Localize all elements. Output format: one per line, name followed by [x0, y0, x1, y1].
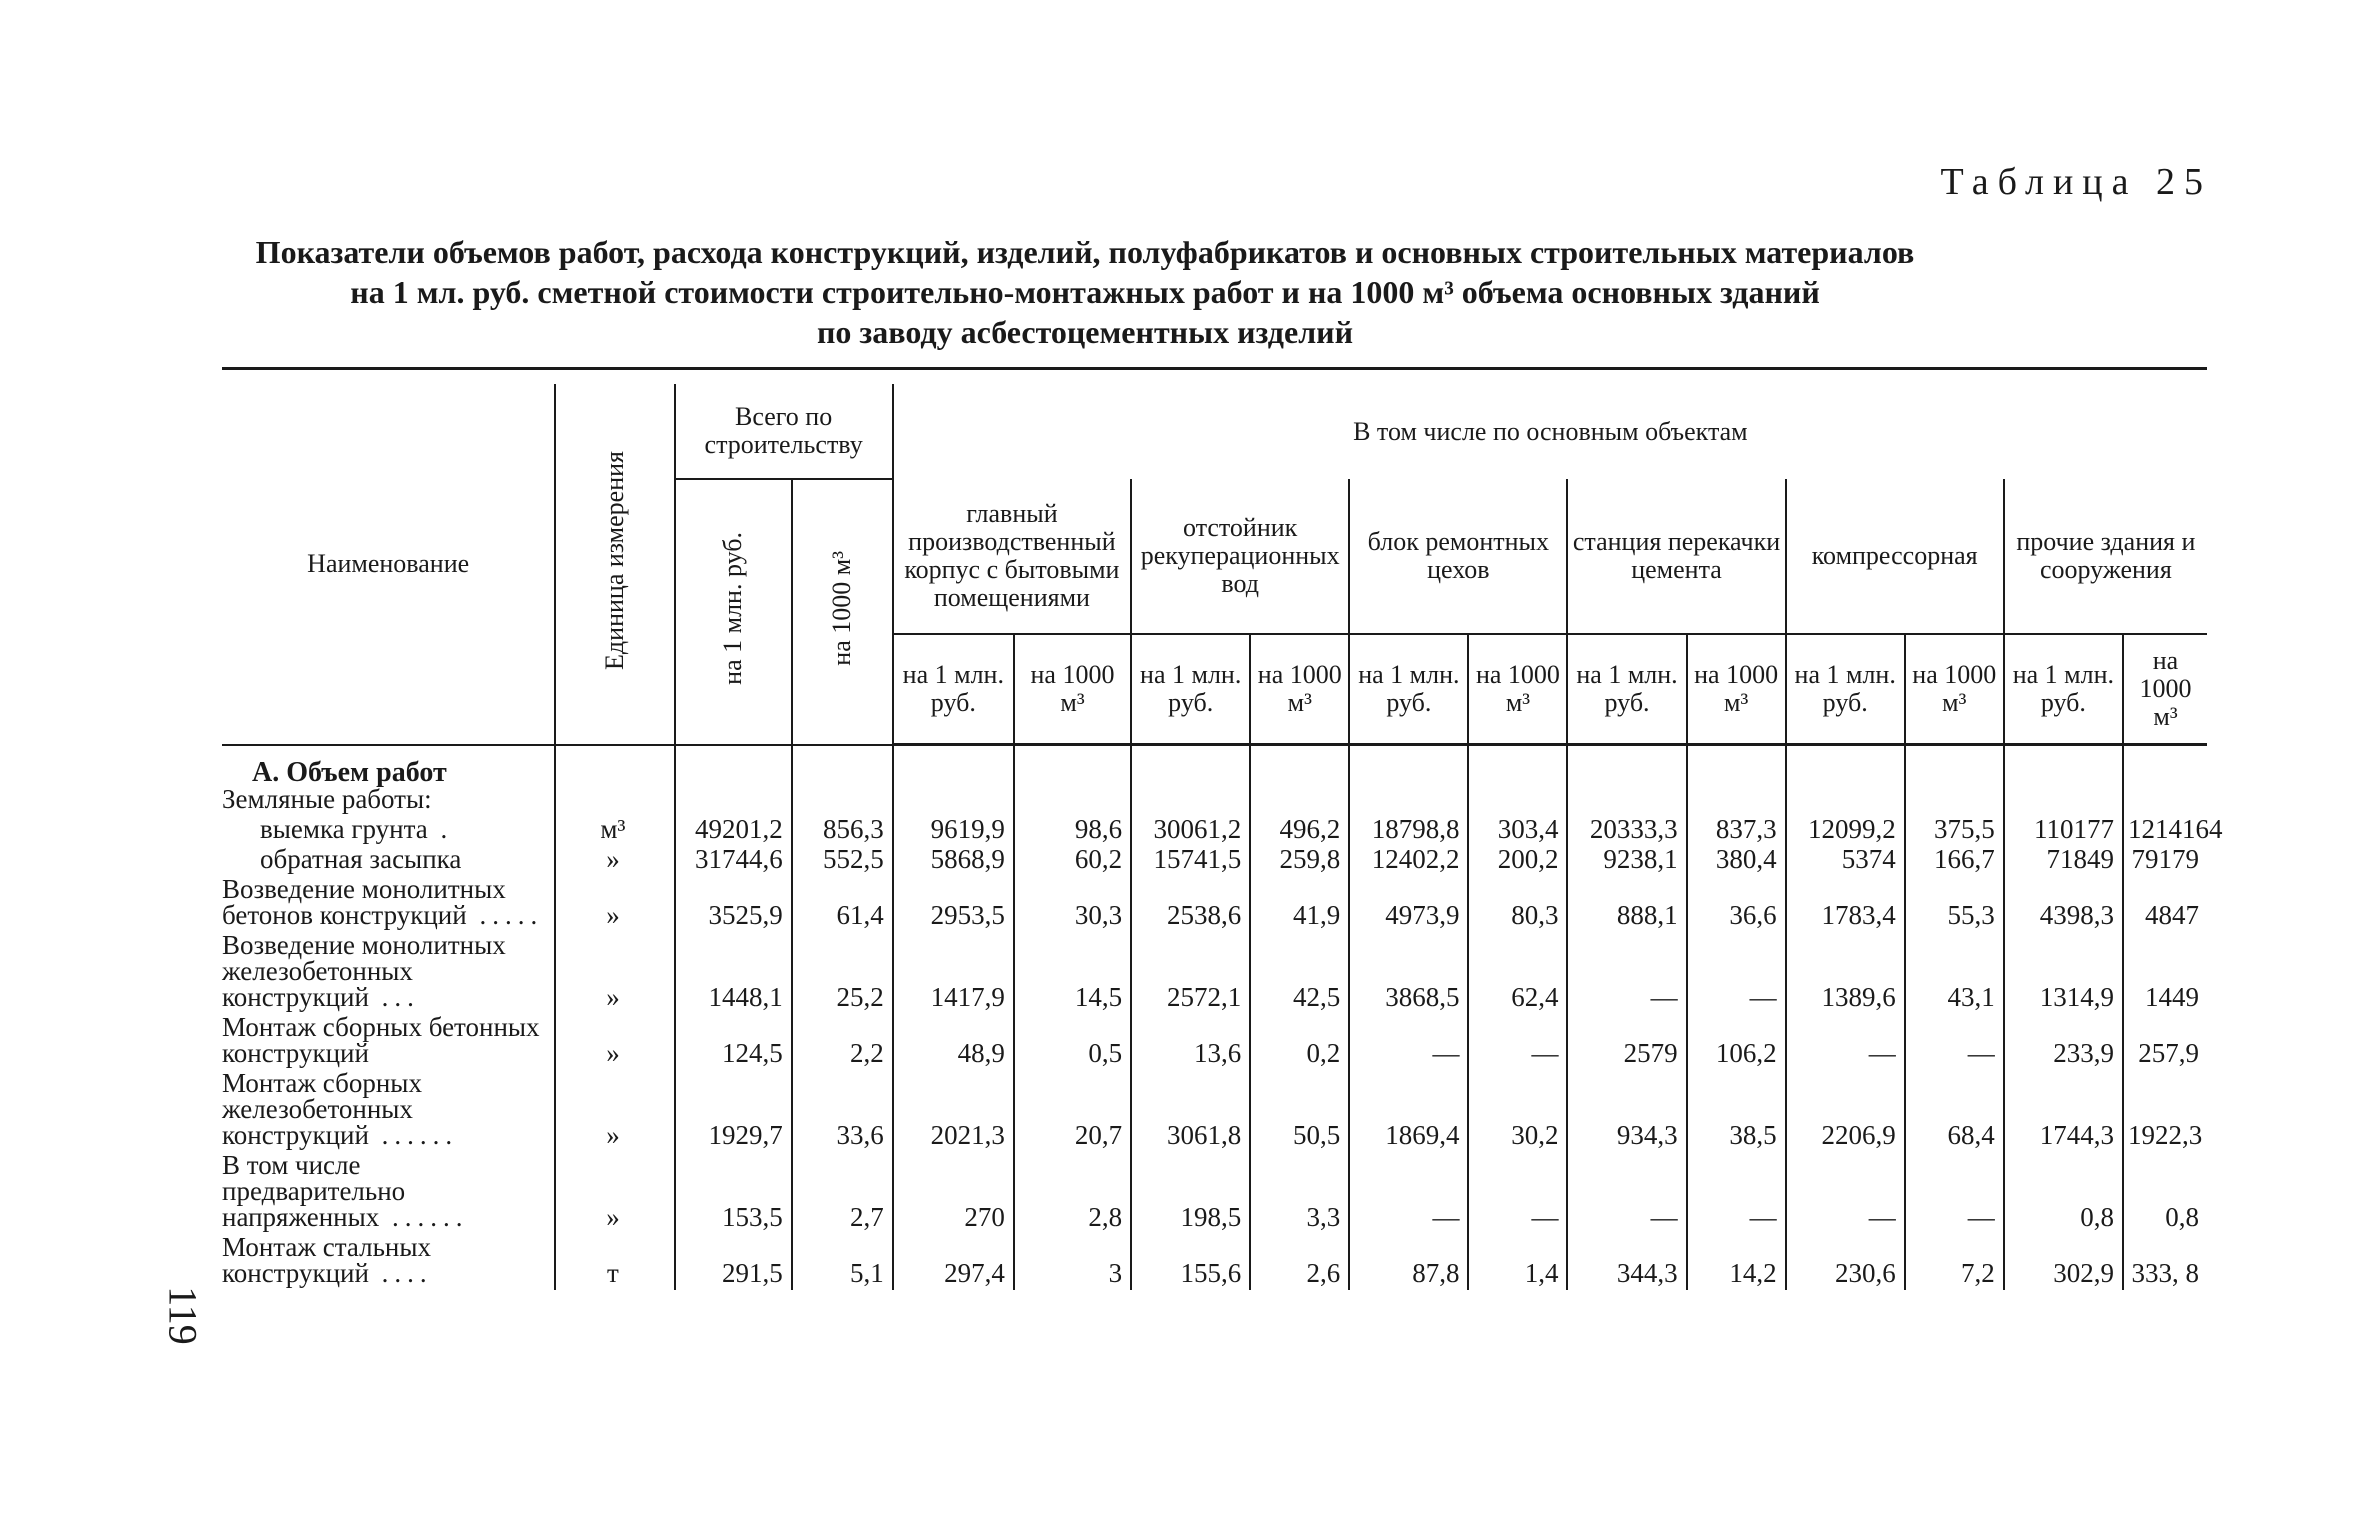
table-cell: 0,2 [1250, 1014, 1349, 1070]
table-cell: 4847 [2123, 876, 2207, 932]
header-sub-1000: на 1000 м³ [1250, 634, 1349, 745]
table-cell: 233,9 [2004, 1014, 2123, 1070]
header-total-1000 [792, 479, 893, 745]
row-unit [555, 786, 674, 816]
header-sub-mln: на 1 млн. руб. [2004, 634, 2123, 745]
table-row [222, 1070, 2207, 1152]
header-sub-mln: на 1 млн. руб. [893, 634, 1014, 745]
table-cell: 71849 [2004, 846, 2123, 876]
table-cell: 291,5 [675, 1234, 792, 1290]
table-cell: 2206,9 [1786, 1070, 1905, 1152]
header-sub-1000: на 1000 м³ [1687, 634, 1786, 745]
table-cell: 9238,1 [1567, 846, 1686, 876]
table-cell [1905, 786, 2004, 816]
table-cell [1250, 786, 1349, 816]
table-cell: 30,2 [1468, 1070, 1567, 1152]
table-cell [893, 786, 1014, 816]
header-object-4: станция перекачки цемента [1567, 479, 1785, 634]
table-cell: — [1786, 1152, 1905, 1234]
table-cell: 3061,8 [1131, 1070, 1250, 1152]
table-cell: 20333,3 [1567, 816, 1686, 846]
table-cell: 198,5 [1131, 1152, 1250, 1234]
table-cell: 344,3 [1567, 1234, 1686, 1290]
table-cell: 1783,4 [1786, 876, 1905, 932]
table-row [222, 816, 2207, 846]
table-cell: 25,2 [792, 932, 893, 1014]
header-total-mln-text: на 1 млн. руб. [718, 532, 748, 686]
table-cell: 2579 [1567, 1014, 1686, 1070]
header-name: Наименование [222, 384, 555, 745]
table-cell: 1389,6 [1786, 932, 1905, 1014]
table-row [222, 1152, 2207, 1234]
table-cell: 0,5 [1014, 1014, 1131, 1070]
table-cell: 0,8 [2004, 1152, 2123, 1234]
table-cell: 18798,8 [1349, 816, 1468, 846]
table-cell: 3525,9 [675, 876, 792, 932]
table-cell: 1214164 [2123, 816, 2207, 846]
table-cell: 259,8 [1250, 846, 1349, 876]
row-name-text: Монтаж сборных бетонных конструкций [222, 1012, 540, 1068]
table-cell: 38,5 [1687, 1070, 1786, 1152]
table-cell: 5374 [1786, 846, 1905, 876]
header-sub-mln: на 1 млн. руб. [1349, 634, 1468, 745]
table-cell: 1,4 [1468, 1234, 1567, 1290]
leader-dots: .... [368, 1258, 433, 1288]
table-row [222, 932, 2207, 1014]
row-unit: » [555, 876, 674, 932]
table-cell: 155,6 [1131, 1234, 1250, 1290]
table-cell: 55,3 [1905, 876, 2004, 932]
leader-dots: ...... [379, 1202, 469, 1232]
table-cell: 5868,9 [893, 846, 1014, 876]
title-line: Показатели объемов работ, расхода конструкций, изделий, полуфабрикатов и основных строительных материалов [255, 234, 1915, 270]
table-cell [2004, 786, 2123, 816]
header-object-5: компрессорная [1786, 479, 2004, 634]
row-name [222, 876, 555, 932]
row-name [222, 846, 555, 876]
row-name [222, 786, 555, 816]
table-cell [1014, 786, 1131, 816]
table-cell: 934,3 [1567, 1070, 1686, 1152]
table-row [222, 1234, 2207, 1290]
table-cell: 375,5 [1905, 816, 2004, 846]
header-total: Всего по строительству [675, 384, 893, 479]
row-name [222, 1014, 555, 1070]
header-object-2: отстойник рекуперационных вод [1131, 479, 1349, 634]
table-cell: 230,6 [1786, 1234, 1905, 1290]
table-cell: 41,9 [1250, 876, 1349, 932]
table-cell: 110177 [2004, 816, 2123, 846]
leader-dots: ..... [466, 900, 544, 930]
row-unit: м³ [555, 816, 674, 846]
table-cell: 49201,2 [675, 816, 792, 846]
table-cell: 12402,2 [1349, 846, 1468, 876]
section-title: А. Объем работ [252, 757, 447, 788]
header-sub-1000: на 1000 м³ [1014, 634, 1131, 745]
table-row [222, 876, 2207, 932]
table-row [222, 786, 2207, 816]
table-cell: 36,6 [1687, 876, 1786, 932]
title-line: на 1 мл. руб. сметной стоимости строительно-монтажных работ и на 1000 м³ объема основных зданий [350, 274, 1820, 310]
table-cell: 496,2 [1250, 816, 1349, 846]
table-cell: 9619,9 [893, 816, 1014, 846]
table-cell: — [1349, 1152, 1468, 1234]
header-sub-1000: на 1000 м³ [1905, 634, 2004, 745]
table-cell [2123, 786, 2207, 816]
row-name-text: В том числе предварительно напряженных ...... [222, 1150, 469, 1232]
leader-dots: ...... [368, 1120, 459, 1150]
table-cell: — [1687, 932, 1786, 1014]
row-unit: » [555, 1014, 674, 1070]
table-cell: — [1567, 1152, 1686, 1234]
table-row [222, 1014, 2207, 1070]
row-name-text: Земляные работы: [222, 784, 432, 814]
table-cell: 297,4 [893, 1234, 1014, 1290]
row-name-text: Возведение монолитных железобетонных конструкций ... [222, 930, 506, 1012]
table-cell: 888,1 [1567, 876, 1686, 932]
table-cell: 270 [893, 1152, 1014, 1234]
table-cell: 15741,5 [1131, 846, 1250, 876]
table-cell: 20,7 [1014, 1070, 1131, 1152]
table-cell: 124,5 [675, 1014, 792, 1070]
table-cell: — [1905, 1152, 2004, 1234]
table-cell: 333, 8 [2123, 1234, 2207, 1290]
table-cell: 837,3 [1687, 816, 1786, 846]
title-line: по заводу асбестоцементных изделий [816, 314, 1354, 350]
table-frame [222, 367, 2223, 1290]
table-cell: 166,7 [1905, 846, 2004, 876]
table-cell: 200,2 [1468, 846, 1567, 876]
row-unit: » [555, 846, 674, 876]
table-cell: 153,5 [675, 1152, 792, 1234]
table-cell: 79179 [2123, 846, 2207, 876]
row-name-text: выемка грунта . [260, 814, 454, 844]
table-body [222, 745, 2223, 1291]
table-cell: 2572,1 [1131, 932, 1250, 1014]
table-cell: 30061,2 [1131, 816, 1250, 846]
header-object-1: главный производственный корпус с бытовыми помещениями [893, 479, 1131, 634]
table-cell: 380,4 [1687, 846, 1786, 876]
table-cell: 31744,6 [675, 846, 792, 876]
header-in-total: В том числе по основным объектам [893, 384, 2207, 479]
table-number: Таблица 25 [1940, 161, 2212, 203]
table-cell: 1869,4 [1349, 1070, 1468, 1152]
table-cell: — [1468, 1014, 1567, 1070]
table-cell: 257,9 [2123, 1014, 2207, 1070]
table-cell: 61,4 [792, 876, 893, 932]
table-cell: 48,9 [893, 1014, 1014, 1070]
header-object-3: блок ремонтных цехов [1349, 479, 1567, 634]
row-name-text: обратная засыпка [260, 844, 462, 874]
header-sub-1000: на 1000 м³ [1468, 634, 1567, 745]
table-title [230, 232, 1940, 352]
row-unit: » [555, 1070, 674, 1152]
table-cell: 12099,2 [1786, 816, 1905, 846]
leader-dots: . [427, 814, 454, 844]
table-cell: 3,3 [1250, 1152, 1349, 1234]
table-cell: 856,3 [792, 816, 893, 846]
table-cell: 33,6 [792, 1070, 893, 1152]
table-cell: — [1786, 1014, 1905, 1070]
table-cell: 4973,9 [1349, 876, 1468, 932]
table-cell: 68,4 [1905, 1070, 2004, 1152]
section-row [222, 760, 2207, 786]
row-name-text: Монтаж сборных железобетонных конструкций ...... [222, 1068, 459, 1150]
row-name [222, 816, 555, 846]
table-cell [1349, 786, 1468, 816]
row-unit: » [555, 932, 674, 1014]
table-cell: 30,3 [1014, 876, 1131, 932]
table-cell: 4398,3 [2004, 876, 2123, 932]
row-unit: т [555, 1234, 674, 1290]
table-cell: 1922,3 [2123, 1070, 2207, 1152]
header-unit [555, 384, 674, 745]
header-sub-mln: на 1 млн. руб. [1567, 634, 1686, 745]
table-cell: — [1349, 1014, 1468, 1070]
table-cell [1468, 786, 1567, 816]
header-sub-mln: на 1 млн. руб. [1786, 634, 1905, 745]
table-cell: 552,5 [792, 846, 893, 876]
table-cell: 43,1 [1905, 932, 2004, 1014]
header-sub-1000: на 1000 м³ [2123, 634, 2207, 745]
table-cell: 80,3 [1468, 876, 1567, 932]
table-cell: 60,2 [1014, 846, 1131, 876]
table-cell: 1314,9 [2004, 932, 2123, 1014]
table-cell: 50,5 [1250, 1070, 1349, 1152]
table-cell: 98,6 [1014, 816, 1131, 846]
table-cell: 302,9 [2004, 1234, 2123, 1290]
top-rule [222, 367, 2207, 370]
table-cell: 5,1 [792, 1234, 893, 1290]
leader-dots: ... [368, 982, 420, 1012]
table-cell: 7,2 [1905, 1234, 2004, 1290]
table-cell [1786, 786, 1905, 816]
table-cell [1131, 786, 1250, 816]
table-cell: 14,5 [1014, 932, 1131, 1014]
table-cell: 3 [1014, 1234, 1131, 1290]
table-cell: — [1687, 1152, 1786, 1234]
table-cell: 13,6 [1131, 1014, 1250, 1070]
row-name [222, 932, 555, 1014]
table-cell: 14,2 [1687, 1234, 1786, 1290]
table-cell: 87,8 [1349, 1234, 1468, 1290]
table-cell: 62,4 [1468, 932, 1567, 1014]
table-cell: — [1905, 1014, 2004, 1070]
row-name [222, 1070, 555, 1152]
header-total-1000-text: на 1000 м³ [827, 551, 857, 667]
table-cell [1687, 786, 1786, 816]
table-cell [1567, 786, 1686, 816]
table-cell [675, 786, 792, 816]
table-cell: 1744,3 [2004, 1070, 2123, 1152]
table-cell: 2,8 [1014, 1152, 1131, 1234]
data-table [222, 384, 2223, 1290]
table-cell: 1448,1 [675, 932, 792, 1014]
row-name-text: Возведение монолитных бетонов конструкций ..... [222, 874, 544, 930]
table-cell: 42,5 [1250, 932, 1349, 1014]
header-sub-mln: на 1 млн. руб. [1131, 634, 1250, 745]
page-number: 119 [160, 1286, 206, 1345]
table-cell [792, 786, 893, 816]
table-cell: 2,6 [1250, 1234, 1349, 1290]
header-unit-text: Единица измерения [599, 451, 629, 671]
table-cell: 1417,9 [893, 932, 1014, 1014]
header-object-6: прочие здания и сооружения [2004, 479, 2207, 634]
row-unit: » [555, 1152, 674, 1234]
table-cell: 2,7 [792, 1152, 893, 1234]
header-total-mln [675, 479, 792, 745]
table-cell: 2953,5 [893, 876, 1014, 932]
row-name [222, 1234, 555, 1290]
table-row [222, 846, 2207, 876]
table-cell: — [1567, 932, 1686, 1014]
table-cell: 0,8 [2123, 1152, 2207, 1234]
table-cell: 2538,6 [1131, 876, 1250, 932]
table-cell: 2021,3 [893, 1070, 1014, 1152]
table-cell: 106,2 [1687, 1014, 1786, 1070]
table-cell: 1449 [2123, 932, 2207, 1014]
table-cell: — [1468, 1152, 1567, 1234]
table-cell: 303,4 [1468, 816, 1567, 846]
table-cell: 1929,7 [675, 1070, 792, 1152]
table-cell: 2,2 [792, 1014, 893, 1070]
row-name-text: Монтаж стальных конструкций .... [222, 1232, 433, 1288]
table-cell: 3868,5 [1349, 932, 1468, 1014]
row-name [222, 1152, 555, 1234]
